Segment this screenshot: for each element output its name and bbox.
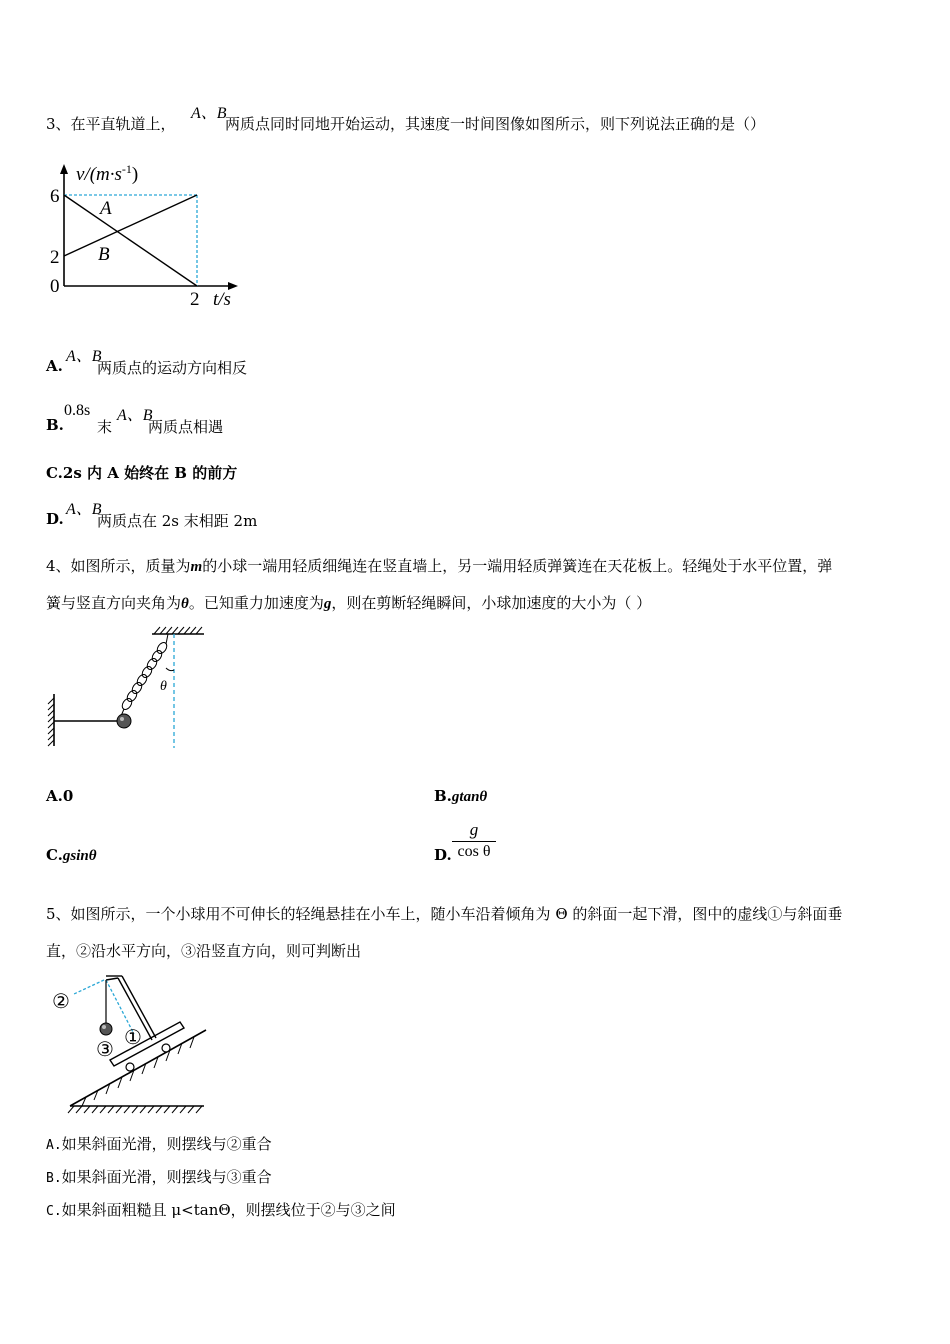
q3-option-a-text: 两质点的运动方向相反: [97, 359, 248, 377]
q3-option-b-prefix: B.: [46, 416, 64, 434]
q3-number: 3、: [46, 115, 71, 133]
q4-option-d-prefix: D.: [434, 846, 452, 864]
q4-fraction-denominator: cos θ: [457, 843, 491, 860]
q4-option-d-fraction: [452, 820, 496, 861]
q3-option-c: C.2s 内 A 始终在 B 的前方: [46, 464, 238, 482]
q4-angle-arc: [166, 668, 174, 671]
q4-stem-line2: 簧与竖直方向夹角为θ。已知重力加速度为g，则在剪断轻绳瞬间，小球加速度的大小为（ ）: [46, 594, 652, 612]
q3-label-a: A: [100, 198, 112, 219]
q5-label-2: ②: [52, 991, 70, 1013]
q3-x-label: t/s: [213, 289, 231, 310]
q4-ball: [117, 714, 131, 728]
q4-fraction-numerator: g: [469, 820, 479, 839]
q5-option-b: B.如果斜面光滑，则摆线与③重合: [46, 1168, 272, 1186]
q5-label-3: ③: [96, 1039, 114, 1061]
q4-option-a: A.0: [46, 787, 74, 805]
q3-y-arrow: [60, 164, 68, 174]
q3-tick-x2: 2: [190, 289, 200, 310]
q4-option-c: C.gsinθ: [46, 846, 97, 864]
q3-ab-label: A、B: [191, 105, 227, 122]
q4-option-b: B.gtanθ: [434, 787, 488, 805]
q3-label-b: B: [98, 244, 110, 265]
q4-g-symbol: g: [323, 596, 332, 612]
q5-option-c: C.如果斜面粗糙且 μ<tanΘ，则摆线位于②与③之间: [46, 1201, 396, 1219]
q3-text-b: 两质点同时同地开始运动，其速度一时间图像如图所示，则下列说法正确的是（）: [225, 115, 766, 133]
q5-pole-arm: [106, 978, 118, 980]
q3-option-d-prefix: D.: [46, 510, 64, 528]
q4-spring: [120, 634, 168, 716]
q4-mass-symbol: m: [190, 559, 203, 575]
q5-label-1: ①: [124, 1027, 142, 1049]
q3-option-d-text: 两质点在 2s 末相距 2m: [97, 512, 258, 530]
q3-option-a-ab: A、B: [66, 348, 102, 365]
q5-stem-line2: 直，②沿水平方向，③沿竖直方向，则可判断出: [46, 942, 362, 960]
q3-stem: [46, 114, 176, 134]
q4-fraction-bar: [452, 841, 496, 842]
q3-option-b-time: 0.8s: [64, 402, 91, 419]
q5-stem-line1: 5、如图所示，一个小球用不可伸长的轻绳悬挂在小车上，随小车沿着倾角为 Θ 的斜面一起下滑，图中的虚线①与斜面垂: [46, 905, 843, 923]
q4-theta-symbol: θ: [181, 596, 189, 612]
q3-line-b: [64, 195, 197, 256]
q5-cart-wheel-2: [162, 1044, 170, 1052]
q3-option-b-ab: A、B: [117, 407, 153, 424]
q3-option-b-text: 两质点相遇: [148, 418, 224, 436]
q5-cart-body: [110, 1022, 184, 1066]
q4-fig-theta: θ: [160, 679, 167, 694]
q4-stem-line1: 4、如图所示，质量为m的小球一端用轻质细绳连在竖直墙上，另一端用轻质弹簧连在天花板上。轻绳处于水平位置，弹: [46, 557, 833, 575]
q3-option-d-ab: A、B: [66, 501, 102, 518]
q3-option-b-mo: 末: [97, 418, 113, 436]
q5-dashed-horizontal: [74, 980, 104, 994]
q3-text-a: 在平直轨道上，: [70, 115, 176, 133]
q3-tick-2: 2: [50, 247, 60, 268]
q5-cart-wheel-1: [126, 1063, 134, 1071]
q4-spring-figure: [44, 624, 214, 754]
q5-option-a: A.如果斜面光滑，则摆线与②重合: [46, 1135, 272, 1153]
q5-ball: [100, 1023, 112, 1035]
q3-y-label: $v/(m\cdot s^{-1})$: [76, 162, 139, 185]
q3-tick-0: 0: [50, 276, 60, 297]
q3-vt-graph: [40, 158, 250, 313]
q3-tick-6: 6: [50, 186, 60, 207]
q3-line-a: [64, 195, 197, 286]
q5-cart-figure: [46, 968, 216, 1116]
q3-option-a-prefix: A.: [46, 357, 63, 375]
